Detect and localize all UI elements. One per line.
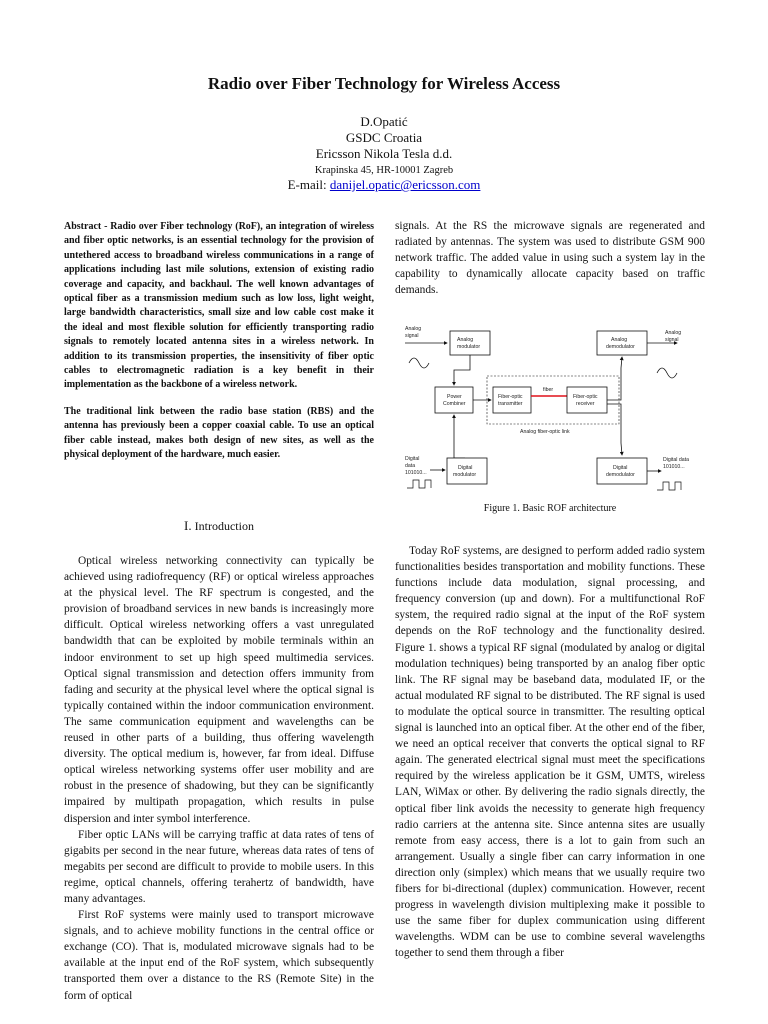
arrow-modulator-to-combiner (454, 355, 470, 385)
section-number: I. (184, 518, 192, 533)
label-digital-data-in-2: data (405, 463, 416, 469)
label-analog-demodulator-1: Analog (611, 337, 628, 343)
intro-paragraph-1: Optical wireless networking connectivity can typically be achieved using radiofrequency (RF) or optical wireless approaches at the physical level. The RF spectrum is congested, and the provision of broadband services in new bands is increasingly more difficult. Optical wireless networking offers a vast unregulated bandwidth that can be exploited by mobile terminals within an indoor environment to set up high speed multimedia services. Optical signal transmission and detection offers immunity from fading and security at the physical level where the optical signal is typically contained within the indoor communication environment. The same communication equipment and wavelengths can be reused in other parts of a building, thus offering wavelength diversity. The optical medium is, however, far from ideal. Diffuse optical wireless networking systems offer user mobility and are robust in the presence of shadowing, but they can be significantly impaired by multipath propagation, which results in pulse dispersion and inter symbol interference. (64, 555, 374, 825)
introduction-body (64, 553, 374, 1004)
label-digital-modulator-2: modulator (453, 472, 477, 478)
label-transmitter-2: transmitter (498, 401, 523, 407)
label-power-combiner-2: Combiner (443, 401, 466, 407)
label-digital-modulator-1: Digital (458, 465, 473, 471)
right-column-body (395, 543, 705, 961)
label-digital-demodulator-2: demodulator (606, 472, 635, 478)
label-digital-data-in-1: Digital (405, 456, 420, 462)
intro-paragraph-2: Fiber optic LANs will be carrying traffic at data rates of tens of gigabits per second in the near future, whereas data rates of tens of megabits per second are difficult to provide to mobile users. In this regime, optical channels, offering terahertz of bandwidth, have many advantages. (64, 828, 374, 905)
label-digital-demodulator-1: Digital (613, 465, 628, 471)
email-prefix: E-mail: (287, 177, 330, 192)
label-digital-data-out-1: Digital data (663, 457, 689, 463)
label-analog-modulator-2: modulator (457, 344, 481, 350)
intro-paragraph-3: First RoF systems were mainly used to transport microwave signals, and to achieve mobility functions in the central office or exchange (CO). That is, modulated microwave signals had to be available at the input end of the RoF system, which subsequently transported them over a distance to the RS (Remote Site) in the form of optical (64, 909, 374, 1002)
right-paragraph-main: Today RoF systems, are designed to perform added radio system functionalities besides transportation and mobility functions. These functions include data modulation, signal processing, and frequency conversion (up and down). For a multifunctional RoF system, the required radio signal at the input of the RoF system depends on the RoF technology and the functionality desired. Figure 1. shows a typical RF signal (modulated by analog or digital modulation techniques) being transported by an analog fiber optic link. The RF signal may be baseband data, modulated IF, or the actual modulated RF signal to be distributed. The RF signal is used to modulate the optical source in transmitter. The resulting optical signal is launched into an optical fiber. At the other end of the fiber, we need an optical receiver that converts the optical signal to RF again. The generated electrical signal must meet the specifications required by the wireless application be it GSM, UMTS, wireless LAN, WiMax or other. By delivering the radio signals directly, the optical fiber link avoids the necessity to generate high frequency radio carriers at the antenna site. Since antenna sites are usually remote from easy access, there is a lot to gain from such an arrangement. Usually a single fiber can carry information in one direction only (simplex) which means that we usually require two fibers for bi-directional (duplex) communication. However, recent progress in wavelength division multiplexing make it possible to use the same fiber for duplex communication using different wavelengths. WDM can be use to combine several wavelengths together to send them through a fiber (395, 545, 705, 960)
abstract-paragraph-1: Abstract - Radio over Fiber technology (RoF), an integration of wireless and fiber optic networks, is an essential technology for the provision of untethered access to broadband wireless communications in a range of applications including last mile solutions, extension of existing radio coverage and capacity, and backhaul. The well known advantages of optical fiber as a transmission medium such as low loss, light weight, large bandwidth characteristics, small size and low cable cost make it the ideal and most flexible solution for efficiently transporting radio signals to remotely located antenna sites in a wireless network. In addition to its transmission properties, the insensitivity of fiber optic cables to electromagnetic radiation is a key benefit in their implementation as the backbone of a wireless network. (64, 221, 374, 391)
square-wave-in (407, 480, 431, 488)
section-heading-introduction (64, 518, 374, 534)
abstract (64, 220, 374, 475)
figure-1-caption: Figure 1. Basic ROF architecture (483, 503, 617, 514)
right-paragraph-continuation: signals. At the RS the microwave signals are regenerated and radiated by antennas. The system was used to distribute GSM 900 network traffic. The added value in using such a system lay in the capability to dynamically allocate capacity based on traffic demands. (395, 220, 705, 297)
figure-1-rof-architecture (395, 318, 711, 496)
box-fiber-optic-receiver (567, 387, 607, 413)
author-email-line (0, 177, 768, 193)
author-name: D.Opatić (360, 114, 408, 129)
box-fiber-optic-transmitter (493, 387, 531, 413)
abstract-paragraph-2: The traditional link between the radio base station (RBS) and the antenna has previously been a copper coaxial cable. To use an optical fiber cable instead, makes both design of new sites, as well as the physical deployment of the hardware, much easier. (64, 405, 374, 461)
paper-title: Radio over Fiber Technology for Wireless Access (207, 74, 561, 93)
label-analog-fiber-link: Analog fiber-optic link (520, 429, 570, 435)
label-analog-signal-out-1: Analog (665, 330, 682, 336)
label-receiver-1: Fiber-optic (573, 394, 598, 400)
label-power-combiner-1: Power (447, 394, 462, 400)
label-analog-signal-in-2: signal (405, 333, 419, 339)
section-title: Introduction (194, 519, 254, 533)
sine-wave-in (409, 358, 429, 368)
label-fiber: fiber (543, 387, 554, 393)
author-address: Krapinska 45, HR-10001 Zagreb (314, 165, 454, 176)
arrow-receiver-to-analog-demod (607, 357, 622, 400)
label-transmitter-1: Fiber-optic (498, 394, 523, 400)
label-analog-demodulator-2: demodulator (606, 344, 635, 350)
box-analog-demodulator (597, 331, 647, 355)
arrow-receiver-to-digital-demod (607, 404, 622, 455)
box-digital-demodulator (597, 458, 647, 484)
label-digital-data-in-3: 101010... (405, 470, 427, 476)
box-power-combiner (435, 387, 473, 413)
box-analog-modulator (450, 331, 490, 355)
label-analog-signal-out-2: signal (665, 337, 679, 343)
author-company: Ericsson Nikola Tesla d.d. (315, 146, 453, 161)
square-wave-out (657, 482, 681, 490)
email-link[interactable]: danijel.opatic@ericsson.com (329, 177, 481, 192)
arrow-digital-mod-to-combiner (454, 415, 465, 458)
author-affiliation: GSDC Croatia (345, 130, 423, 145)
label-digital-data-out-2: 101010... (663, 464, 685, 470)
sine-wave-out (657, 368, 677, 378)
label-analog-modulator-1: Analog (457, 337, 474, 343)
right-column-top (395, 218, 705, 298)
label-analog-signal-in-1: Analog (405, 326, 422, 332)
box-digital-modulator (447, 458, 487, 484)
label-receiver-2: receiver (576, 401, 595, 407)
